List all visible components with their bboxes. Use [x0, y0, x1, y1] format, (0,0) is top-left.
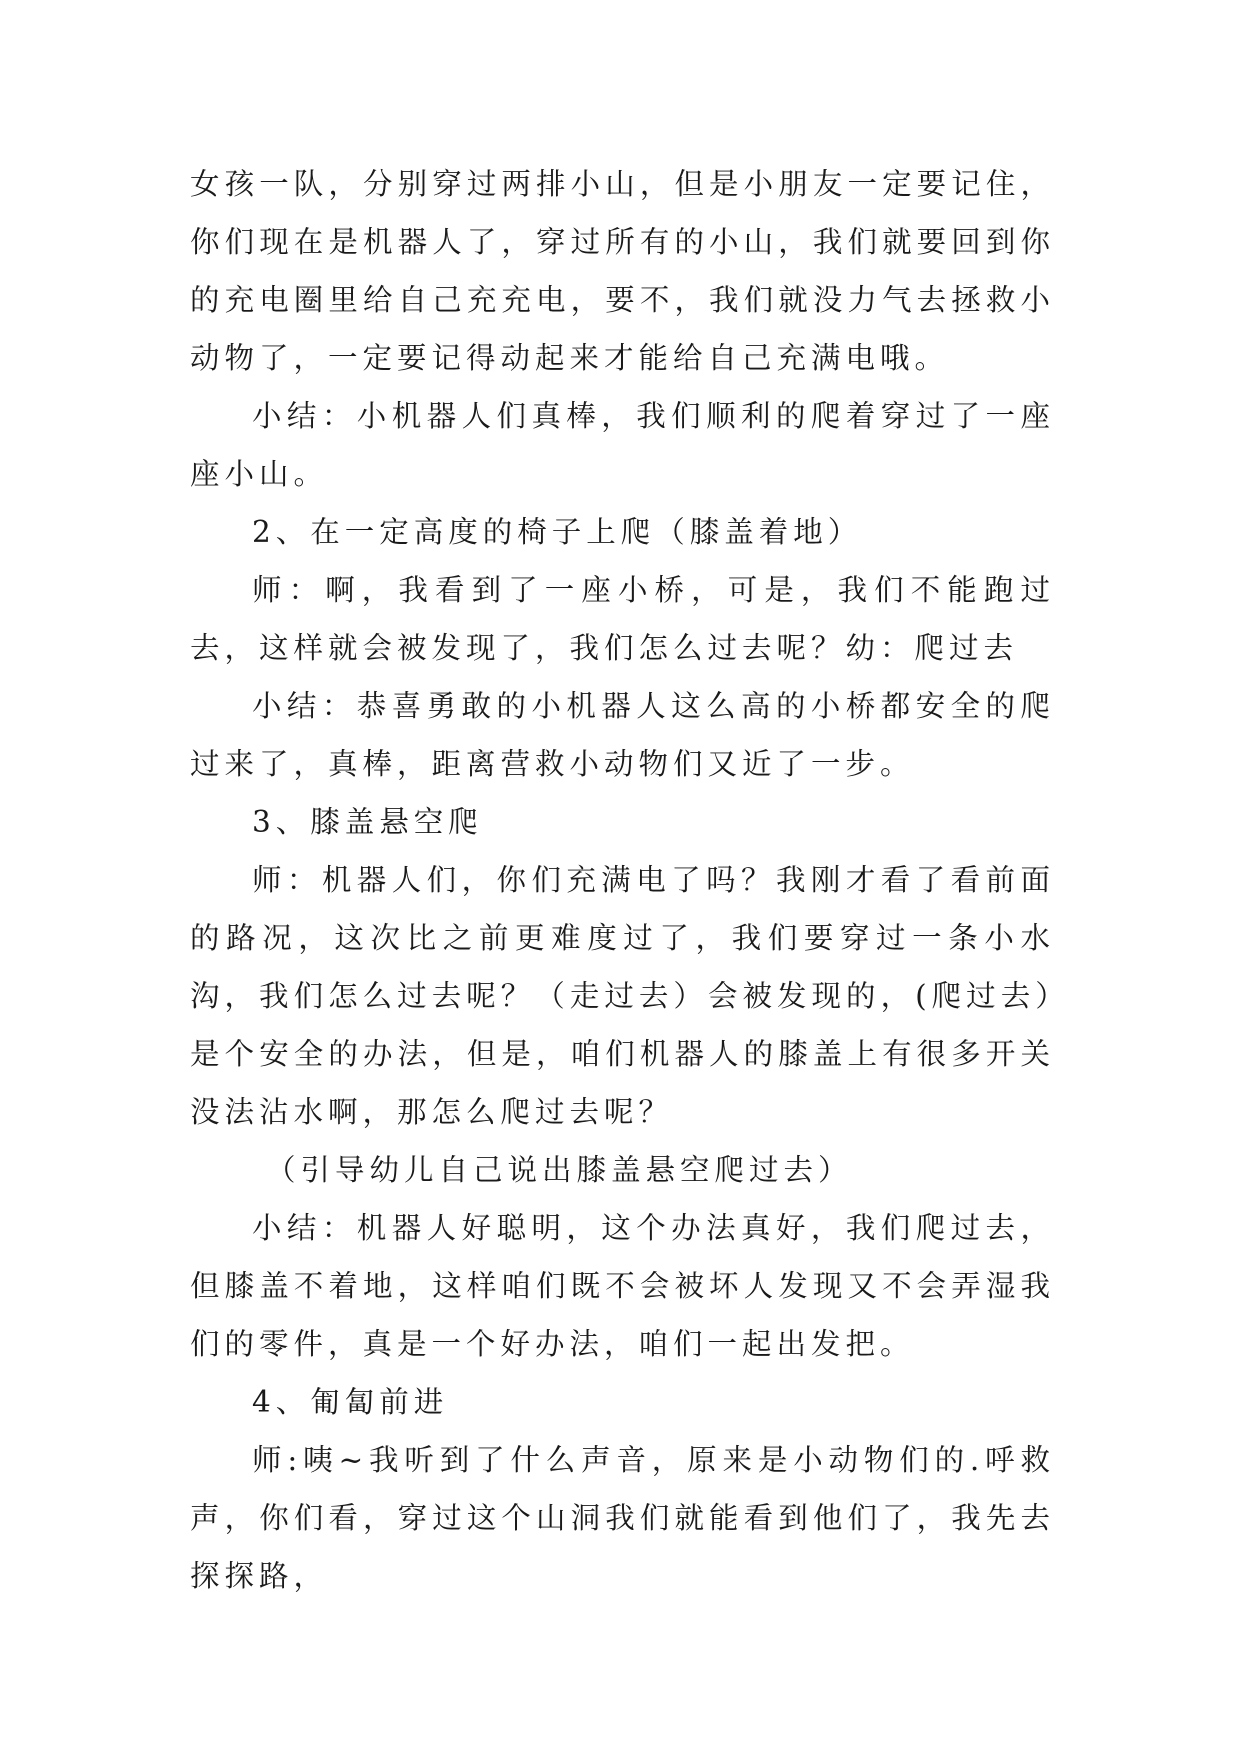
paragraph-teacher-bridge: 师：啊，我看到了一座小桥，可是，我们不能跑过去，这样就会被发现了，我们怎么过去呢？幼：爬过去 [190, 573, 1055, 665]
section-heading-3: 3、膝盖悬空爬 [252, 805, 483, 839]
paragraph-summary-1: 小结：小机器人们真棒，我们顺利的爬着穿过了一座座小山。 [190, 399, 1055, 491]
paragraph-summary-2: 小结：恭喜勇敢的小机器人这么高的小桥都安全的爬过来了，真棒，距离营救小动物们又近了一步。 [190, 689, 1055, 781]
paragraph-teacher-cave: 师:咦~我听到了什么声音，原来是小动物们的.呼救声，你们看，穿过这个山洞我们就能看到他们了，我先去探探路， [190, 1443, 1055, 1593]
paragraph-robot-instructions: 女孩一队，分别穿过两排小山，但是小朋友一定要记住，你们现在是机器人了，穿过所有的小山，我们就要回到你的充电圈里给自己充充电，要不，我们就没力气去拯救小动物了，一定要记得动起来才能给自己充满电哦。 [190, 167, 1055, 375]
paragraph-teacher-ditch: 师：机器人们，你们充满电了吗？我刚才看了看前面的路况，这次比之前更难度过了，我们要穿过一条小水沟，我们怎么过去呢？（走过去）会被发现的，(爬过去）是个安全的办法，但是，咱们机器人的膝盖上有很多开关没法沾水啊，那怎么爬过去呢？ [190, 863, 1055, 1129]
paragraph-summary-3: 小结：机器人好聪明，这个办法真好，我们爬过去，但膝盖不着地，这样咱们既不会被坏人发现又不会弄湿我们的零件，真是一个好办法，咱们一起出发把。 [190, 1211, 1055, 1361]
section-heading-2: 2、在一定高度的椅子上爬（膝盖着地） [252, 515, 863, 549]
paragraph-guidance-note: （引导幼儿自己说出膝盖悬空爬过去） [266, 1153, 853, 1187]
section-heading-4: 4、匍匐前进 [252, 1385, 449, 1419]
document-page [190, 155, 1055, 1605]
